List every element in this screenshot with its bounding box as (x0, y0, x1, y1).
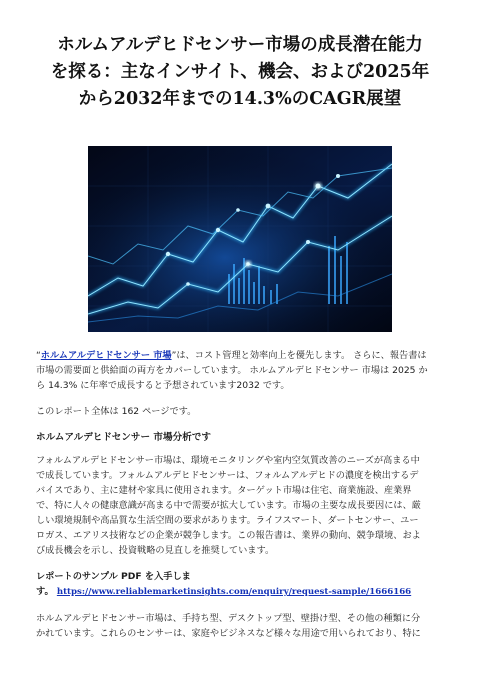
analysis-heading: ホルムアルデヒドセンサー 市場分析です (36, 432, 211, 443)
market-link[interactable]: ホルムアルデヒドセンサー 市場 (40, 350, 172, 361)
types-line: ホルムアルデヒドセンサー市場は、手持ち型、デスクトップ型、壁掛け型、その他の種類に分 (36, 613, 421, 624)
title-line-3: から2032年までの14.3%のCAGR展望 (78, 89, 402, 109)
analysis-line: しい環境規制や高品質な生活空間の要求があります。ライフスマート、ダートセンサー、ユー (36, 515, 419, 526)
market-growth-chart-image (88, 146, 392, 332)
intro-line-1-text: ”は、コスト管理と効率向上を優先します。 さらに、報告書は (171, 350, 427, 361)
sample-prefix: す。 (36, 586, 54, 597)
title-line-2: を探る：主なインサイト、機会、および2025年 (50, 62, 430, 82)
analysis-line: で、特に人々の健康意識が高まる中で需要が拡大しています。市場の主要な成長要因には、厳 (36, 500, 421, 511)
analysis-paragraph (36, 453, 444, 558)
analysis-line: バイスであり、主に建材や家具に使用されます。ターゲット市場は住宅、商業施設、産業界 (36, 485, 412, 496)
sample-line-2 (36, 584, 444, 600)
types-line: かれています。これらのセンサーは、家庭やビジネスなど様々な用途で用いられており、特に (36, 628, 421, 639)
intro-line-3: ら 14.3% に年率で成長すると予想されています2032 です。 (36, 380, 290, 391)
quote-mark: “ (36, 350, 41, 361)
sample-line-1: レポートのサンプル PDF を入手しま (36, 571, 191, 582)
title-line-1: ホルムアルデヒドセンサー市場の成長潜在能力 (57, 35, 423, 55)
pages-note: このレポート全体は 162 ページです。 (36, 406, 197, 417)
analysis-line: で成長しています。フォルムアルデヒドセンサーは、フォルムアルデヒドの濃度を検出するデ (36, 470, 419, 481)
sample-request (36, 569, 444, 600)
analysis-line: ロガス、エアリス技術などの企業が競争します。この報告書は、業界の動向、競争環境、およ (36, 530, 421, 541)
article-body (36, 348, 444, 652)
intro-paragraph (36, 348, 444, 393)
intro-line-1 (36, 348, 444, 363)
types-paragraph (36, 611, 444, 641)
sample-url-link[interactable]: https://www.reliablemarketinsights.com/enquiry/request-sample/1666166 (56, 587, 412, 597)
analysis-line: フォルムアルデヒドセンサー市場は、環境モニタリングや室内空気質改善のニーズが高まる中 (36, 455, 420, 466)
analysis-line: び成長機会を示し、投資戦略の見直しを推奨しています。 (36, 545, 275, 556)
intro-line-2: 市場の需要面と供給面の両方をカバーしています。 ホルムアルデヒドセンサー 市場は 2025 か (36, 365, 428, 376)
page-title (28, 32, 452, 113)
